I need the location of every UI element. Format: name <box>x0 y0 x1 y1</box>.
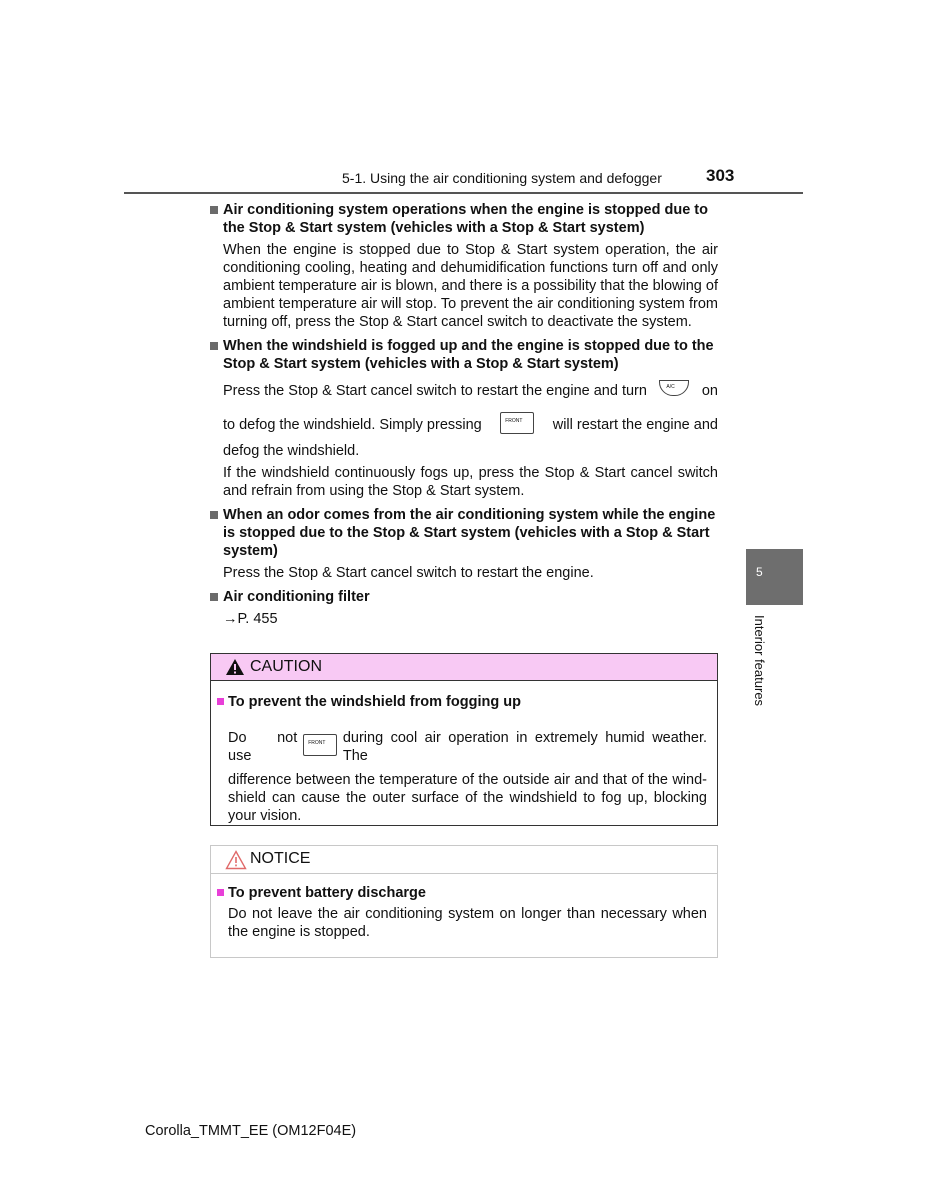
chapter-number: 5 <box>756 565 763 579</box>
caution-body: difference between the temperature of the outside air and that of the wind-shield can cause the outer surface of the windshield to fog up, blocking your vision. <box>228 772 707 824</box>
caution-subheading: To prevent the windshield from fogging up <box>211 693 717 711</box>
caution-box <box>210 653 718 826</box>
section-body: If the windshield continuously fogs up, press the Stop & Start cancel switch and refrain from using the Stop & Start system. <box>223 465 718 499</box>
section-body: When the engine is stopped due to Stop & Start system operation, the air conditioning cooling, heating and dehumidification functions turn off and only ambient temperature air is blown, and there is a possibility that the blowing of ambient temperature air will stop. To prevent the air conditioning system from turning off, press the Stop & Start cancel switch to deactivate the system. <box>223 242 718 330</box>
ac-button-icon: A/C <box>659 380 689 396</box>
section-heading: When an odor comes from the air conditioning system while the engine is stopped due to the Stop & Start system (vehicles with a Stop & Start system) <box>210 506 718 560</box>
section-body: Press the Stop & Start cancel switch to restart the engine. <box>223 565 594 581</box>
warning-triangle-icon <box>225 850 247 870</box>
pink-square-bullet-icon <box>217 698 224 705</box>
front-defogger-icon: FRONT <box>303 734 337 756</box>
notice-header <box>211 846 717 874</box>
caution-title: CAUTION <box>250 658 322 675</box>
front-defogger-icon: FRONT <box>500 412 534 434</box>
section-heading: Air conditioning system operations when the engine is stopped due to the Stop & Start system (vehicles with a Stop & Start system) <box>210 201 718 237</box>
header-divider <box>124 192 803 194</box>
section-body-line: Press the Stop & Start cancel switch to restart the engine and turn A/C on <box>210 382 718 400</box>
caution-line: Do not use FRONT during cool air operation in extremely humid weather. The <box>228 730 708 764</box>
page-number: 303 <box>706 166 735 185</box>
caution-header <box>211 654 717 681</box>
notice-title: NOTICE <box>250 850 311 867</box>
warning-triangle-icon <box>225 658 245 676</box>
square-bullet-icon <box>210 511 218 519</box>
pink-square-bullet-icon <box>217 889 224 896</box>
main-content <box>210 201 718 628</box>
section-heading: Air conditioning filter <box>210 588 718 606</box>
section-title: 5-1. Using the air conditioning system and defogger <box>342 170 662 186</box>
section-heading: When the windshield is fogged up and the engine is stopped due to the Stop & Start system (vehicles with a Stop & Start system) <box>210 337 718 373</box>
page-reference: →P. 455 <box>223 611 278 627</box>
footer-text: Corolla_TMMT_EE (OM12F04E) <box>145 1123 357 1139</box>
section-body-line: to defog the windshield. Simply pressing FRONT will restart the engine and <box>210 414 718 436</box>
square-bullet-icon <box>210 342 218 350</box>
chapter-tab <box>746 549 803 605</box>
chapter-label: Interior features <box>752 615 767 707</box>
notice-body: Do not leave the air conditioning system on longer than necessary when the engine is stopped. <box>228 906 707 940</box>
notice-box <box>210 845 718 958</box>
notice-subheading: To prevent battery discharge <box>211 884 717 902</box>
square-bullet-icon <box>210 206 218 214</box>
square-bullet-icon <box>210 593 218 601</box>
section-body-line: defog the windshield. <box>223 443 360 459</box>
